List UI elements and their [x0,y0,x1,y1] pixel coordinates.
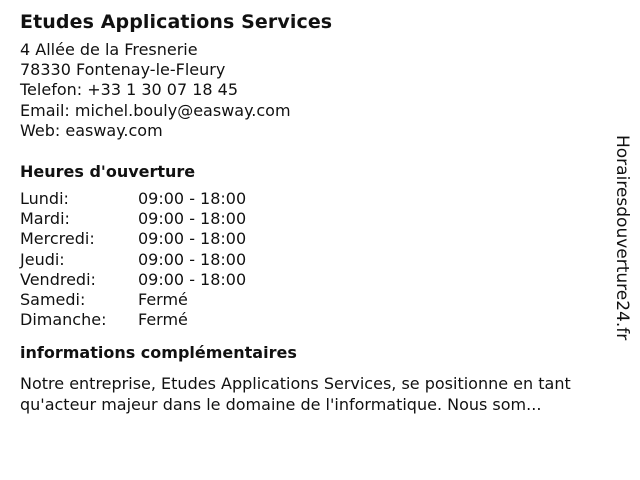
hours-row-monday [20,189,610,209]
day-label: Mardi: [20,209,70,229]
phone-number[interactable]: Telefon: +33 1 30 07 18 45 [20,80,239,100]
hours-row-friday [20,270,610,290]
opening-hours-table [20,189,610,330]
day-hours: 09:00 - 18:00 [138,269,247,289]
day-hours: Fermé [138,310,188,330]
day-hours: 09:00 - 18:00 [138,249,247,269]
additional-info-text: Notre entreprise, Etudes Applications Services, se positionne en tant qu'acteur majeur dans le domaine de l'informatique. Nous som... [20,374,571,415]
address-line-2: 78330 Fontenay-le-Fleury [20,60,226,80]
address-line-1: 4 Allée de la Fresnerie [20,40,198,59]
day-label: Samedi: [20,290,86,310]
hours-row-wednesday [20,229,610,249]
day-hours: 09:00 - 18:00 [138,209,247,229]
hours-row-tuesday [20,209,610,229]
day-hours: 09:00 - 18:00 [138,189,247,209]
hours-row-thursday [20,250,610,270]
contact-block [20,40,610,141]
day-label: Vendredi: [20,269,96,289]
day-label: Jeudi: [20,249,65,269]
email-address[interactable]: Email: michel.bouly@easway.com [20,100,291,120]
additional-info-heading: informations complémentaires [20,343,297,363]
website[interactable]: Web: easway.com [20,120,163,140]
day-hours: Fermé [138,290,188,310]
hours-row-saturday [20,290,610,310]
site-watermark-label: Horairesdouverture24.fr [612,135,632,341]
day-label: Lundi: [20,189,69,209]
day-label: Mercredi: [20,229,95,249]
company-name: Etudes Applications Services [20,11,333,33]
day-hours: 09:00 - 18:00 [138,229,247,249]
business-card [20,8,610,415]
hours-row-sunday [20,310,610,330]
opening-hours-heading: Heures d'ouverture [20,162,196,182]
day-label: Dimanche: [20,310,107,330]
